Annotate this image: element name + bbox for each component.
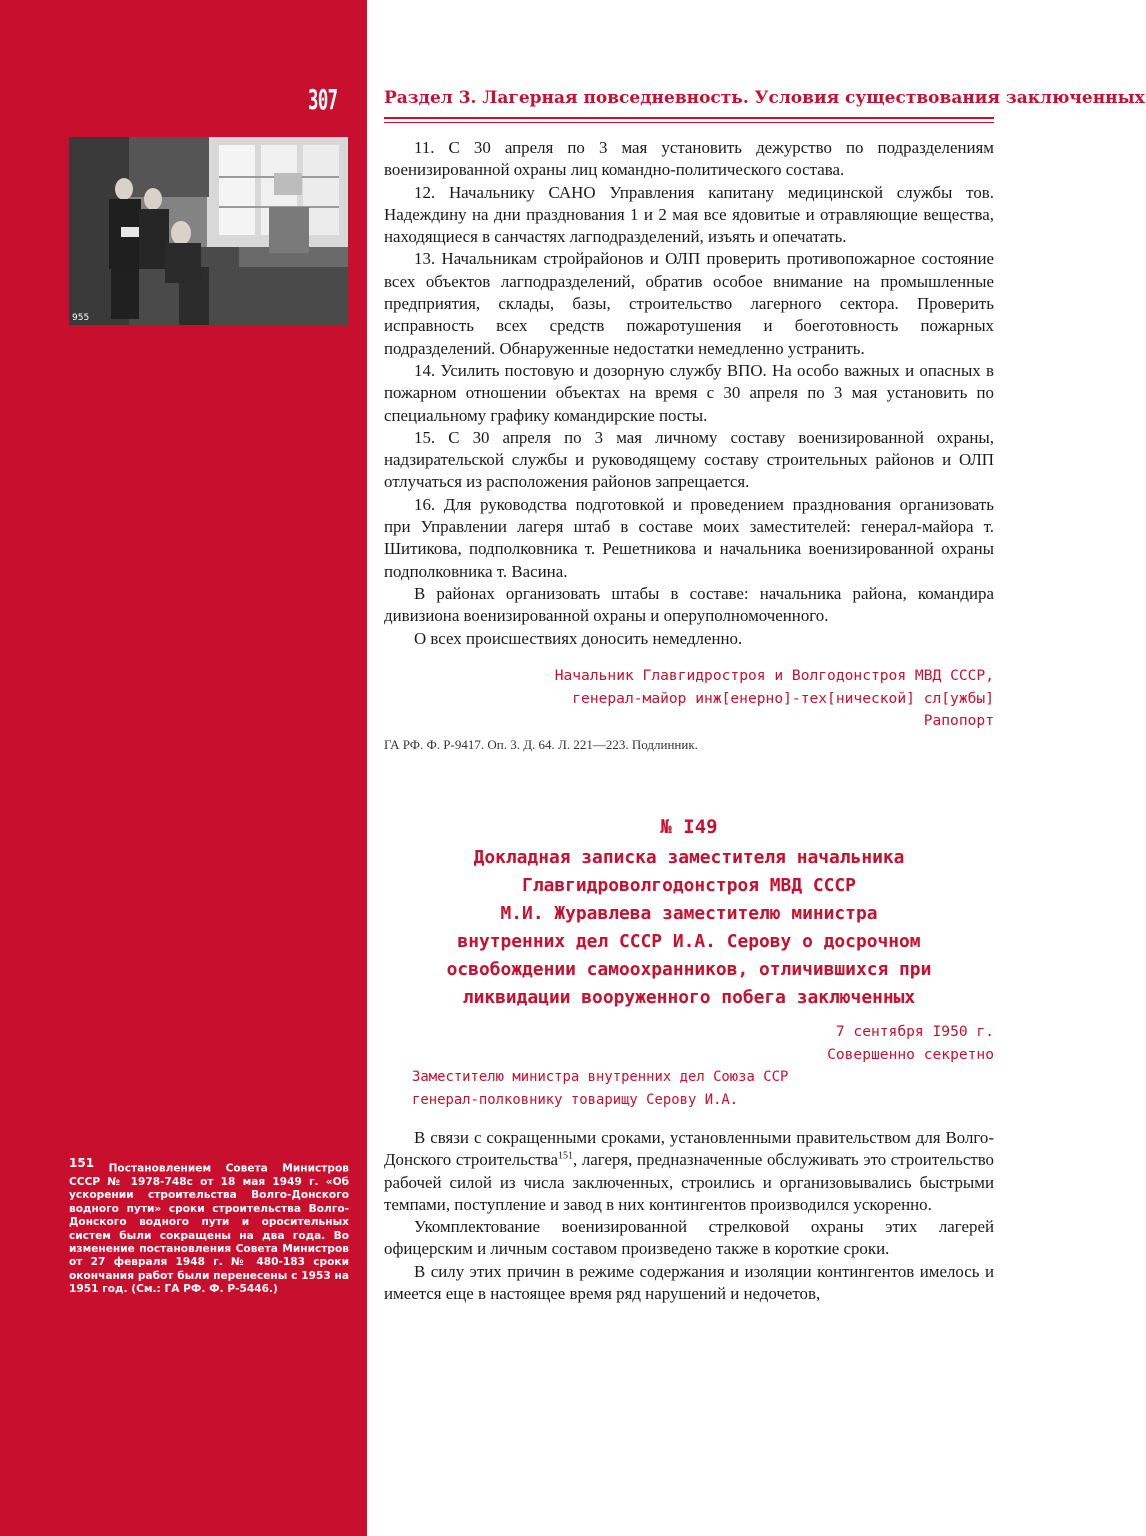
paragraph-item-16: 16. Для руководства подготовкой и проведением празднования организовать при Управлении лагеря штаб в составе моих заместителей: генерал-майора т. Шитикова, подполковника т. Решетникова и начальника военизированной охраны подполковника т. Васина. [384, 494, 994, 581]
paragraph-item-15: 15. С 30 апреля по 3 мая личному составу военизированной охраны, надзирательской службы и руководящему составу строительных районов и ОЛП отлучаться из расположения районов запрещается. [384, 427, 994, 492]
paragraph-item-12: 12. Начальнику САНО Управления капитану медицинской службы тов. Надеждину на дни празднования 1 и 2 мая все ядовитые и отравляющие вещества, находящиеся в санчастях лагподразделений, изъять и опечатать. [384, 182, 994, 247]
archival-photo [69, 137, 348, 325]
paragraph-1-text-a: В связи с сокращенными сроками, установленными правительством для Волго-Донского строительства [384, 1128, 994, 1170]
document-title-line: ликвидации вооруженного побега заключенных [462, 987, 916, 1008]
document-title [372, 844, 1006, 1012]
paragraph-item-14: 14. Усилить постовую и дозорную службу ВПО. На особо важных и опасных в пожарном отношении объектах на время с 30 апреля по 3 мая установить по специальному графику командирские посты. [384, 360, 994, 425]
page-number: 307 [308, 83, 338, 116]
section-header: Раздел 3. Лагерная повседневность. Условия существования заключенных [384, 88, 1145, 108]
document-paragraph-2: Укомплектование военизированной стрелковой охраны этих лагерей офицерским и личным составом произведено также в короткие сроки. [384, 1217, 994, 1259]
footnote-number: 151 [69, 1156, 95, 1170]
document-body [384, 1127, 994, 1305]
document-paragraph-1 [384, 1127, 994, 1216]
paragraph-staffs: В районах организовать штабы в составе: начальника района, командира дивизиона военизированной охраны и оперуполномоченного. [384, 583, 994, 626]
paragraph-item-13: 13. Начальникам стройрайонов и ОЛП проверить противопожарное состояние всех объектов лагподразделений, обратив особое внимание на промышленные предприятия, склады, базы, строительство лагерного сектора. Проверить исправность всех средств пожаротушения и боеготовность пожарных подразделений. Обнаруженные недостатки немедленно устранить. [384, 249, 994, 358]
paragraph-item-11: 11. С 30 апреля по 3 мая установить дежурство по подразделениям военизированной охраны лиц командно-политического состава. [384, 138, 994, 180]
signature-line-2: генерал-майор инж[енерно]-тех[нической] сл[ужбы] [572, 689, 994, 707]
signature-block [384, 665, 994, 733]
header-rule-thin [384, 122, 994, 123]
document-number: № I49 [660, 816, 718, 838]
signature-line-1: Начальник Главгидростроя и Волгодонстроя МВД СССР, [554, 667, 994, 684]
document-classification: Совершенно секретно [827, 1046, 994, 1063]
document-addressee [412, 1066, 972, 1111]
paragraph-1-text-b: , лагеря, предназначенные обслуживать это строительство рабочей силой из числа заключенных, строились и организовывались быстрыми темпами, поступление и завод в них контингентов производился ускоренно. [384, 1150, 995, 1214]
document-meta [384, 1020, 994, 1066]
document-title-line: внутренних дел СССР И.А. Серову о досрочном [457, 931, 921, 952]
previous-document-body [384, 137, 994, 650]
document-title-line: Докладная записка заместителя начальника [473, 847, 905, 868]
signature-name: Рапопорт [923, 712, 994, 729]
archive-source: ГА РФ. Ф. Р-9417. Оп. 3. Д. 64. Л. 221—223. Подлинник. [384, 737, 698, 752]
footnote-text: Постановлением Совета Министров СССР № 1978-748с от 18 мая 1949 г. «Об ускорении строительства Волго-Донского водного пути» сроки строительства Волго-Донского водного пути и оросительных систем были сокращены на два года. Во изменение постановления Совета Министров от 27 февраля 1948 г. № 480-183 сроки окончания работ были перенесены с 1953 на 1951 год. (См.: ГА РФ. Ф. Р-5446.) [69, 1162, 349, 1296]
document-title-line: освобождении самоохранников, отличившихся при [446, 959, 932, 980]
document-title-line: Главгидроволгодонстроя МВД СССР [522, 875, 856, 896]
addressee-line-1: Заместителю министра внутренних дел Союза ССР [412, 1069, 789, 1085]
document-paragraph-3: В силу этих причин в режиме содержания и изоляции контингентов имелось и имеется еще в настоящее время ряд нарушений и недочетов, [384, 1261, 994, 1304]
photo-caption-fragment: 955 [72, 313, 90, 323]
footnote-151 [69, 1157, 349, 1297]
document-title-line: М.И. Журавлева заместителю министра [500, 903, 878, 924]
document-date: 7 сентября I950 г. [835, 1023, 994, 1040]
footnote-reference[interactable]: 151 [558, 1150, 574, 1162]
paragraph-incidents: О всех происшествиях доносить немедленно. [414, 628, 743, 648]
addressee-line-2: генерал-полковнику товарищу Серову И.А. [412, 1091, 739, 1108]
header-rule-thick [384, 117, 994, 119]
